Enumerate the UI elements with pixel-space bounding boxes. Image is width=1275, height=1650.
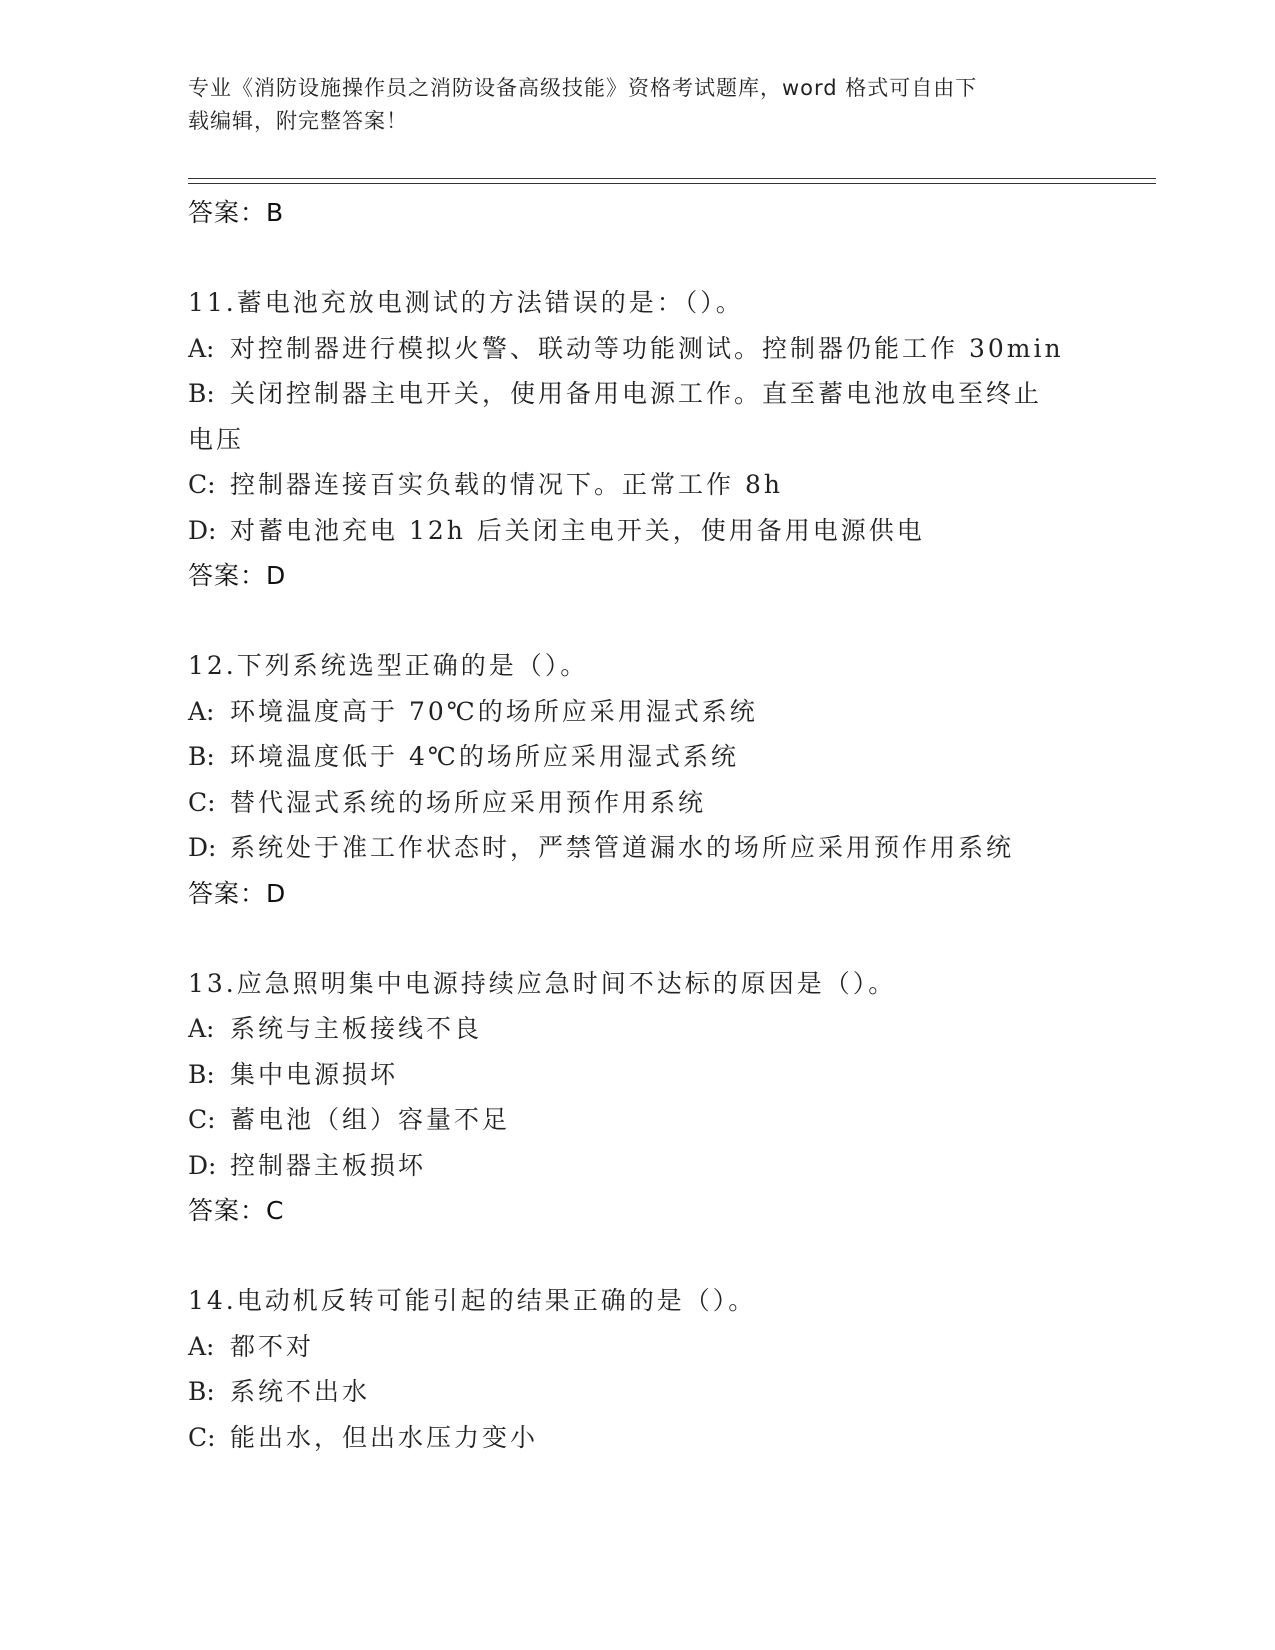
question-list: [188, 190, 1088, 1460]
option-b: [188, 1052, 1088, 1098]
option-text: 能出水，但出水压力变小: [230, 1422, 539, 1452]
answer-line: 答案：C: [188, 1196, 285, 1225]
option-text: 控制器主板损坏: [230, 1150, 427, 1180]
option-text: 对控制器进行模拟火警、联动等功能测试。控制器仍能工作 30min: [230, 333, 1064, 363]
question-13: [188, 961, 1088, 1235]
header-divider-top: [188, 178, 1156, 179]
option-c: [188, 780, 1088, 826]
option-b: [188, 1369, 1088, 1415]
option-letter: A:: [188, 1331, 215, 1361]
option-letter: A:: [188, 333, 215, 363]
option-a: [188, 689, 1088, 735]
answer-line: 答案：B: [188, 198, 285, 227]
question-title: 13.应急照明集中电源持续应急时间不达标的原因是（）。: [188, 968, 897, 998]
option-text: 系统不出水: [230, 1377, 371, 1406]
option-letter: D:: [188, 515, 217, 545]
option-d: [188, 1143, 1088, 1189]
option-text-continued: 电压: [188, 424, 245, 454]
option-b: [188, 371, 1088, 462]
question-title: 14.电动机反转可能引起的结果正确的是（）。: [188, 1286, 757, 1315]
option-letter: D:: [188, 1150, 217, 1180]
question-14: [188, 1278, 1088, 1460]
document-header: [188, 72, 1088, 138]
option-text: 系统与主板接线不良: [230, 1014, 483, 1043]
option-text: 系统处于准工作状态时，严禁管道漏水的场所应采用预作用系统: [230, 833, 1015, 862]
option-letter: B:: [188, 379, 215, 408]
header-line-1: 专业《消防设施操作员之消防设备高级技能》资格考试题库，word 格式可自由下: [188, 76, 978, 100]
option-letter: A:: [188, 1014, 215, 1043]
answer-line: 答案：D: [188, 561, 287, 590]
option-a: [188, 1324, 1088, 1370]
answer-line: 答案：D: [188, 878, 287, 908]
option-c: [188, 462, 1088, 508]
option-a: [188, 1006, 1088, 1052]
option-letter: C:: [188, 1105, 216, 1134]
option-text: 替代湿式系统的场所应采用预作用系统: [230, 787, 707, 817]
question-title: 12.下列系统选型正确的是（）。: [188, 651, 589, 680]
option-letter: C:: [188, 787, 216, 817]
option-text: 环境温度高于 70℃的场所应采用湿式系统: [230, 696, 758, 726]
option-d: [188, 508, 1088, 554]
question-11: [188, 280, 1088, 599]
option-c: [188, 1097, 1088, 1143]
option-letter: B:: [188, 742, 215, 771]
option-text: 蓄电池（组）容量不足: [230, 1105, 511, 1134]
option-text: 关闭控制器主电开关，使用备用电源工作。直至蓄电池放电至终止: [230, 379, 1043, 408]
option-text: 都不对: [230, 1331, 315, 1361]
question-12: [188, 643, 1088, 917]
option-letter: C:: [188, 1422, 216, 1452]
header-divider-bottom: [188, 183, 1156, 184]
option-text: 环境温度低于 4℃的场所应采用湿式系统: [230, 742, 739, 771]
option-text: 对蓄电池充电 12h 后关闭主电开关，使用备用电源供电: [230, 515, 925, 545]
option-letter: A:: [188, 696, 215, 726]
option-c: [188, 1415, 1088, 1461]
option-text: 集中电源损坏: [230, 1059, 399, 1089]
option-letter: D:: [188, 833, 217, 862]
option-letter: B:: [188, 1059, 215, 1089]
option-a: [188, 326, 1088, 372]
option-b: [188, 734, 1088, 780]
option-letter: B:: [188, 1377, 215, 1406]
header-line-2: 载编辑，附完整答案！: [188, 109, 408, 133]
question-title: 11.蓄电池充放电测试的方法错误的是：（）。: [188, 288, 744, 317]
option-letter: C:: [188, 470, 216, 499]
option-d: [188, 825, 1088, 871]
option-text: 控制器连接百实负载的情况下。正常工作 8h: [230, 470, 783, 499]
